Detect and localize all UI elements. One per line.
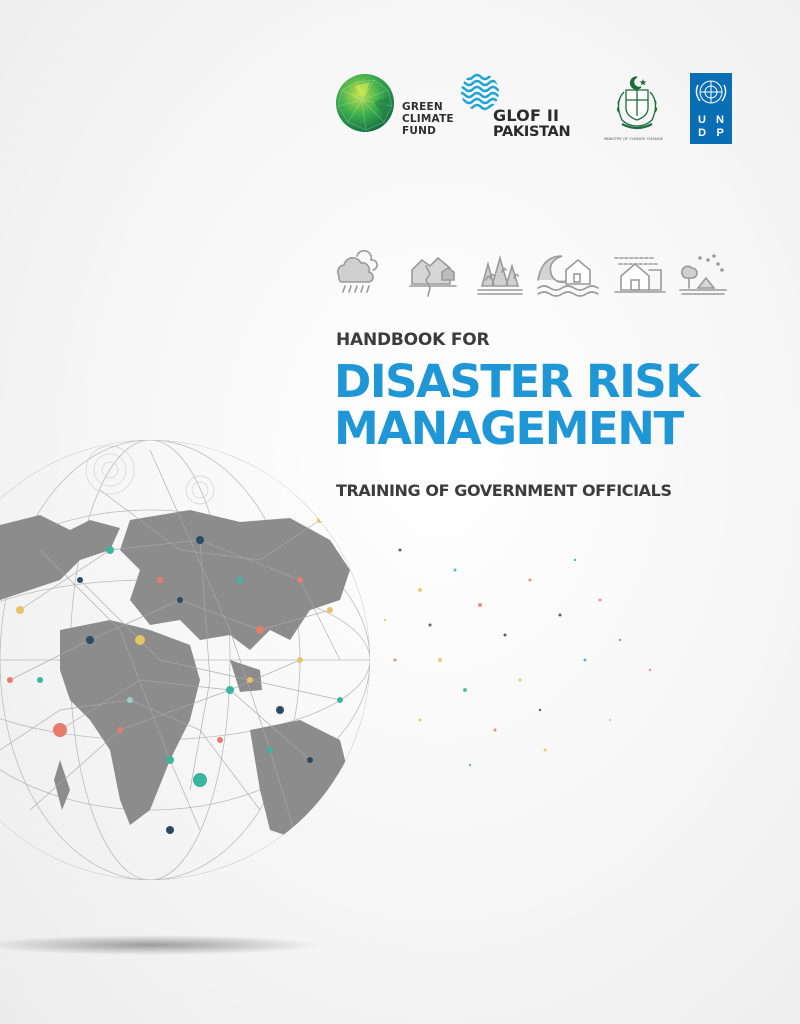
undp-letter-p: P (716, 127, 724, 139)
continents (0, 510, 350, 840)
particle-dots (384, 549, 651, 767)
undp-logo (690, 73, 732, 144)
gcf-wordmark (402, 101, 454, 137)
subtitle: TRAINING OF GOVERNMENT OFFICIALS (336, 481, 672, 500)
globe-shadow (0, 935, 320, 955)
flood-icon (538, 256, 598, 296)
glof-wordmark (493, 108, 570, 140)
earthquake-icon (410, 258, 456, 296)
glof-line-2: PAKISTAN (493, 124, 571, 140)
drought-icon (680, 255, 726, 294)
gcf-line-2: CLIMATE (402, 113, 454, 125)
undp-letter-u: U (698, 114, 706, 126)
undp-letter-n: N (716, 114, 724, 126)
gcf-line-3: FUND (402, 125, 437, 137)
globe-body (0, 440, 370, 880)
main-title-line-2: MANAGEMENT (334, 402, 683, 455)
gcf-line-1: GREEN (402, 101, 443, 113)
network-globe-illustration (0, 430, 800, 990)
un-emblem-icon (690, 73, 732, 113)
undp-letters (690, 114, 732, 140)
main-title-line-1: DISASTER RISK (334, 355, 699, 408)
storm-icon (338, 251, 377, 292)
hazard-icon-strip (333, 250, 733, 298)
green-climate-fund-logo (334, 72, 400, 134)
glof-line-1: GLOF II (493, 106, 560, 125)
undp-letter-d: D (698, 127, 707, 139)
heatwave-icon (615, 258, 665, 292)
moc-caption: MINISTRY OF CLIMATE CHANGE (604, 136, 664, 141)
pre-title: HANDBOOK FOR (336, 330, 490, 350)
forest-fire-icon (478, 258, 522, 294)
pakistan-state-emblem (610, 74, 664, 134)
